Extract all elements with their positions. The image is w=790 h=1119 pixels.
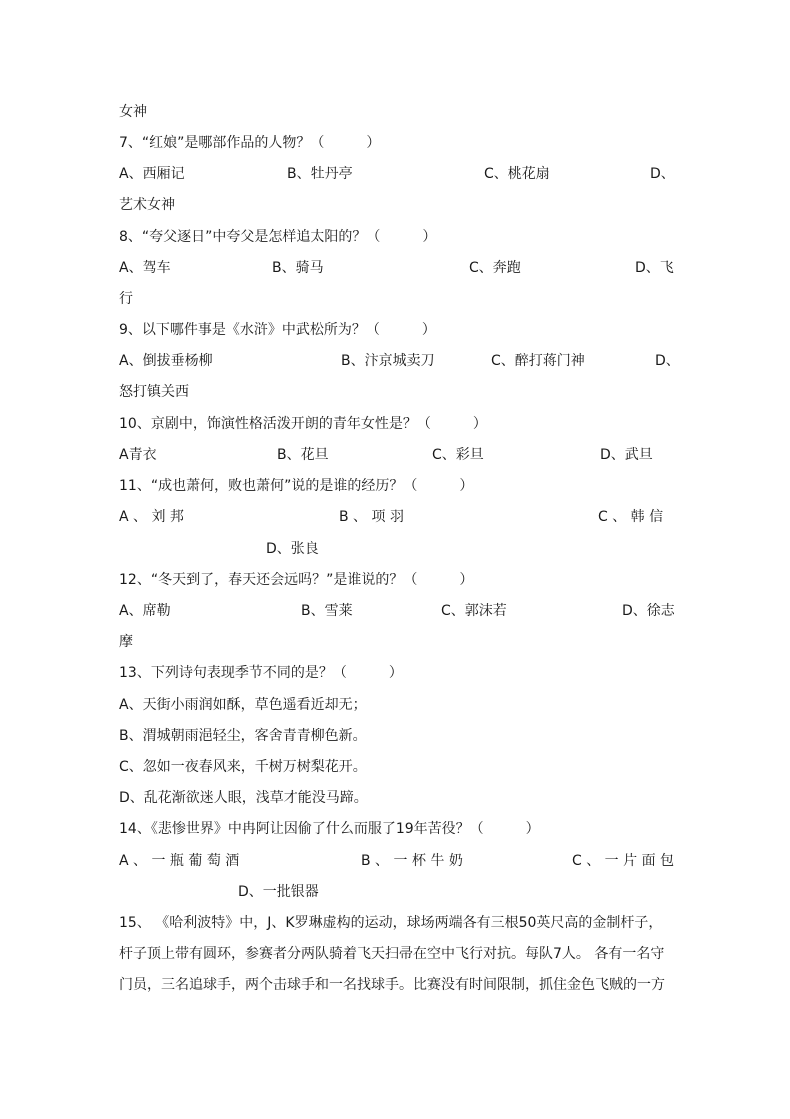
q12-option-d-cont: 摩 — [119, 634, 133, 650]
q13-option-c: C、忽如一夜春风来，千树万树梨花开。 — [119, 759, 367, 775]
q14-option-a: A 、 一 瓶 葡 萄 酒 — [119, 853, 240, 869]
question-12: 12、“冬天到了，春天还会远吗？”是谁说的？（ ） — [119, 572, 474, 588]
q9-option-d-cont: 怒打镇关西 — [119, 384, 189, 400]
q10-option-b: B、花旦 — [277, 447, 329, 463]
q13-option-d: D、乱花渐欲迷人眼，浅草才能没马蹄。 — [119, 790, 368, 806]
q14-option-c: C 、 一 片 面 包 — [572, 853, 675, 869]
question-14: 14、《悲惨世界》中冉阿让因偷了什么而服了19年苦役？（ ） — [119, 821, 540, 837]
q10-option-c: C、彩旦 — [432, 447, 484, 463]
q14-option-d: D、一批银器 — [238, 884, 319, 900]
q8-option-c: C、奔跑 — [469, 260, 521, 276]
q12-option-a: A、席勒 — [119, 603, 171, 619]
question-15-line-2: 杆子顶上带有圆环，参赛者分两队骑着飞天扫帚在空中飞行对抗。每队7人。 各有一名守 — [119, 946, 665, 962]
q11-option-a: A 、 刘 邦 — [119, 509, 184, 525]
question-11: 11、“成也萧何，败也萧何”说的是谁的经历？（ ） — [119, 478, 474, 494]
q9-option-c: C、醉打蒋门神 — [491, 353, 585, 369]
question-7: 7、“红娘”是哪部作品的人物？（ ） — [119, 135, 381, 151]
question-15-line-1: 15、 《哈利波特》中，J、K罗琳虚构的运动，球场两端各有三根50英尺高的金制杆子， — [119, 915, 663, 931]
q10-option-d: D、武旦 — [600, 447, 653, 463]
q12-option-b: B、雪莱 — [301, 603, 353, 619]
q10-option-a: A青衣 — [119, 447, 157, 463]
q12-option-d: D、徐志 — [622, 603, 675, 619]
q7-option-d-cont: 艺术女神 — [119, 197, 175, 213]
q8-option-d-cont: 行 — [119, 291, 133, 307]
question-9: 9、以下哪件事是《水浒》中武松所为？（ ） — [119, 322, 436, 338]
q12-option-c: C、郭沫若 — [441, 603, 507, 619]
q14-option-b: B 、 一 杯 牛 奶 — [361, 853, 463, 869]
q7-option-d: D、 — [650, 166, 675, 182]
question-8: 8、“夸父逐日”中夸父是怎样追太阳的？（ ） — [119, 229, 437, 245]
q7-option-c: C、桃花扇 — [484, 166, 550, 182]
text-line: 女神 — [119, 104, 147, 120]
q9-option-a: A、倒拔垂杨柳 — [119, 353, 213, 369]
question-10: 10、京剧中，饰演性格活泼开朗的青年女性是？（ ） — [119, 416, 487, 432]
question-13: 13、下列诗句表现季节不同的是？（ ） — [119, 665, 403, 681]
q13-option-b: B、渭城朝雨浥轻尘，客舍青青柳色新。 — [119, 728, 367, 744]
q7-option-b: B、牡丹亭 — [287, 166, 353, 182]
q9-option-d: D、 — [655, 353, 680, 369]
q8-option-b: B、骑马 — [272, 260, 324, 276]
q8-option-a: A、驾车 — [119, 260, 171, 276]
q11-option-d: D、张良 — [266, 541, 319, 557]
q7-option-a: A、西厢记 — [119, 166, 185, 182]
q9-option-b: B、汴京城卖刀 — [341, 353, 435, 369]
q8-option-d: D、飞 — [635, 260, 674, 276]
q11-option-b: B 、 项 羽 — [339, 509, 404, 525]
q13-option-a: A、天街小雨润如酥，草色遥看近却无； — [119, 697, 367, 713]
question-15-line-3: 门员，三名追球手，两个击球手和一名找球手。比赛没有时间限制，抓住金色飞贼的一方 — [119, 977, 665, 993]
q11-option-c: C 、 韩 信 — [598, 509, 664, 525]
